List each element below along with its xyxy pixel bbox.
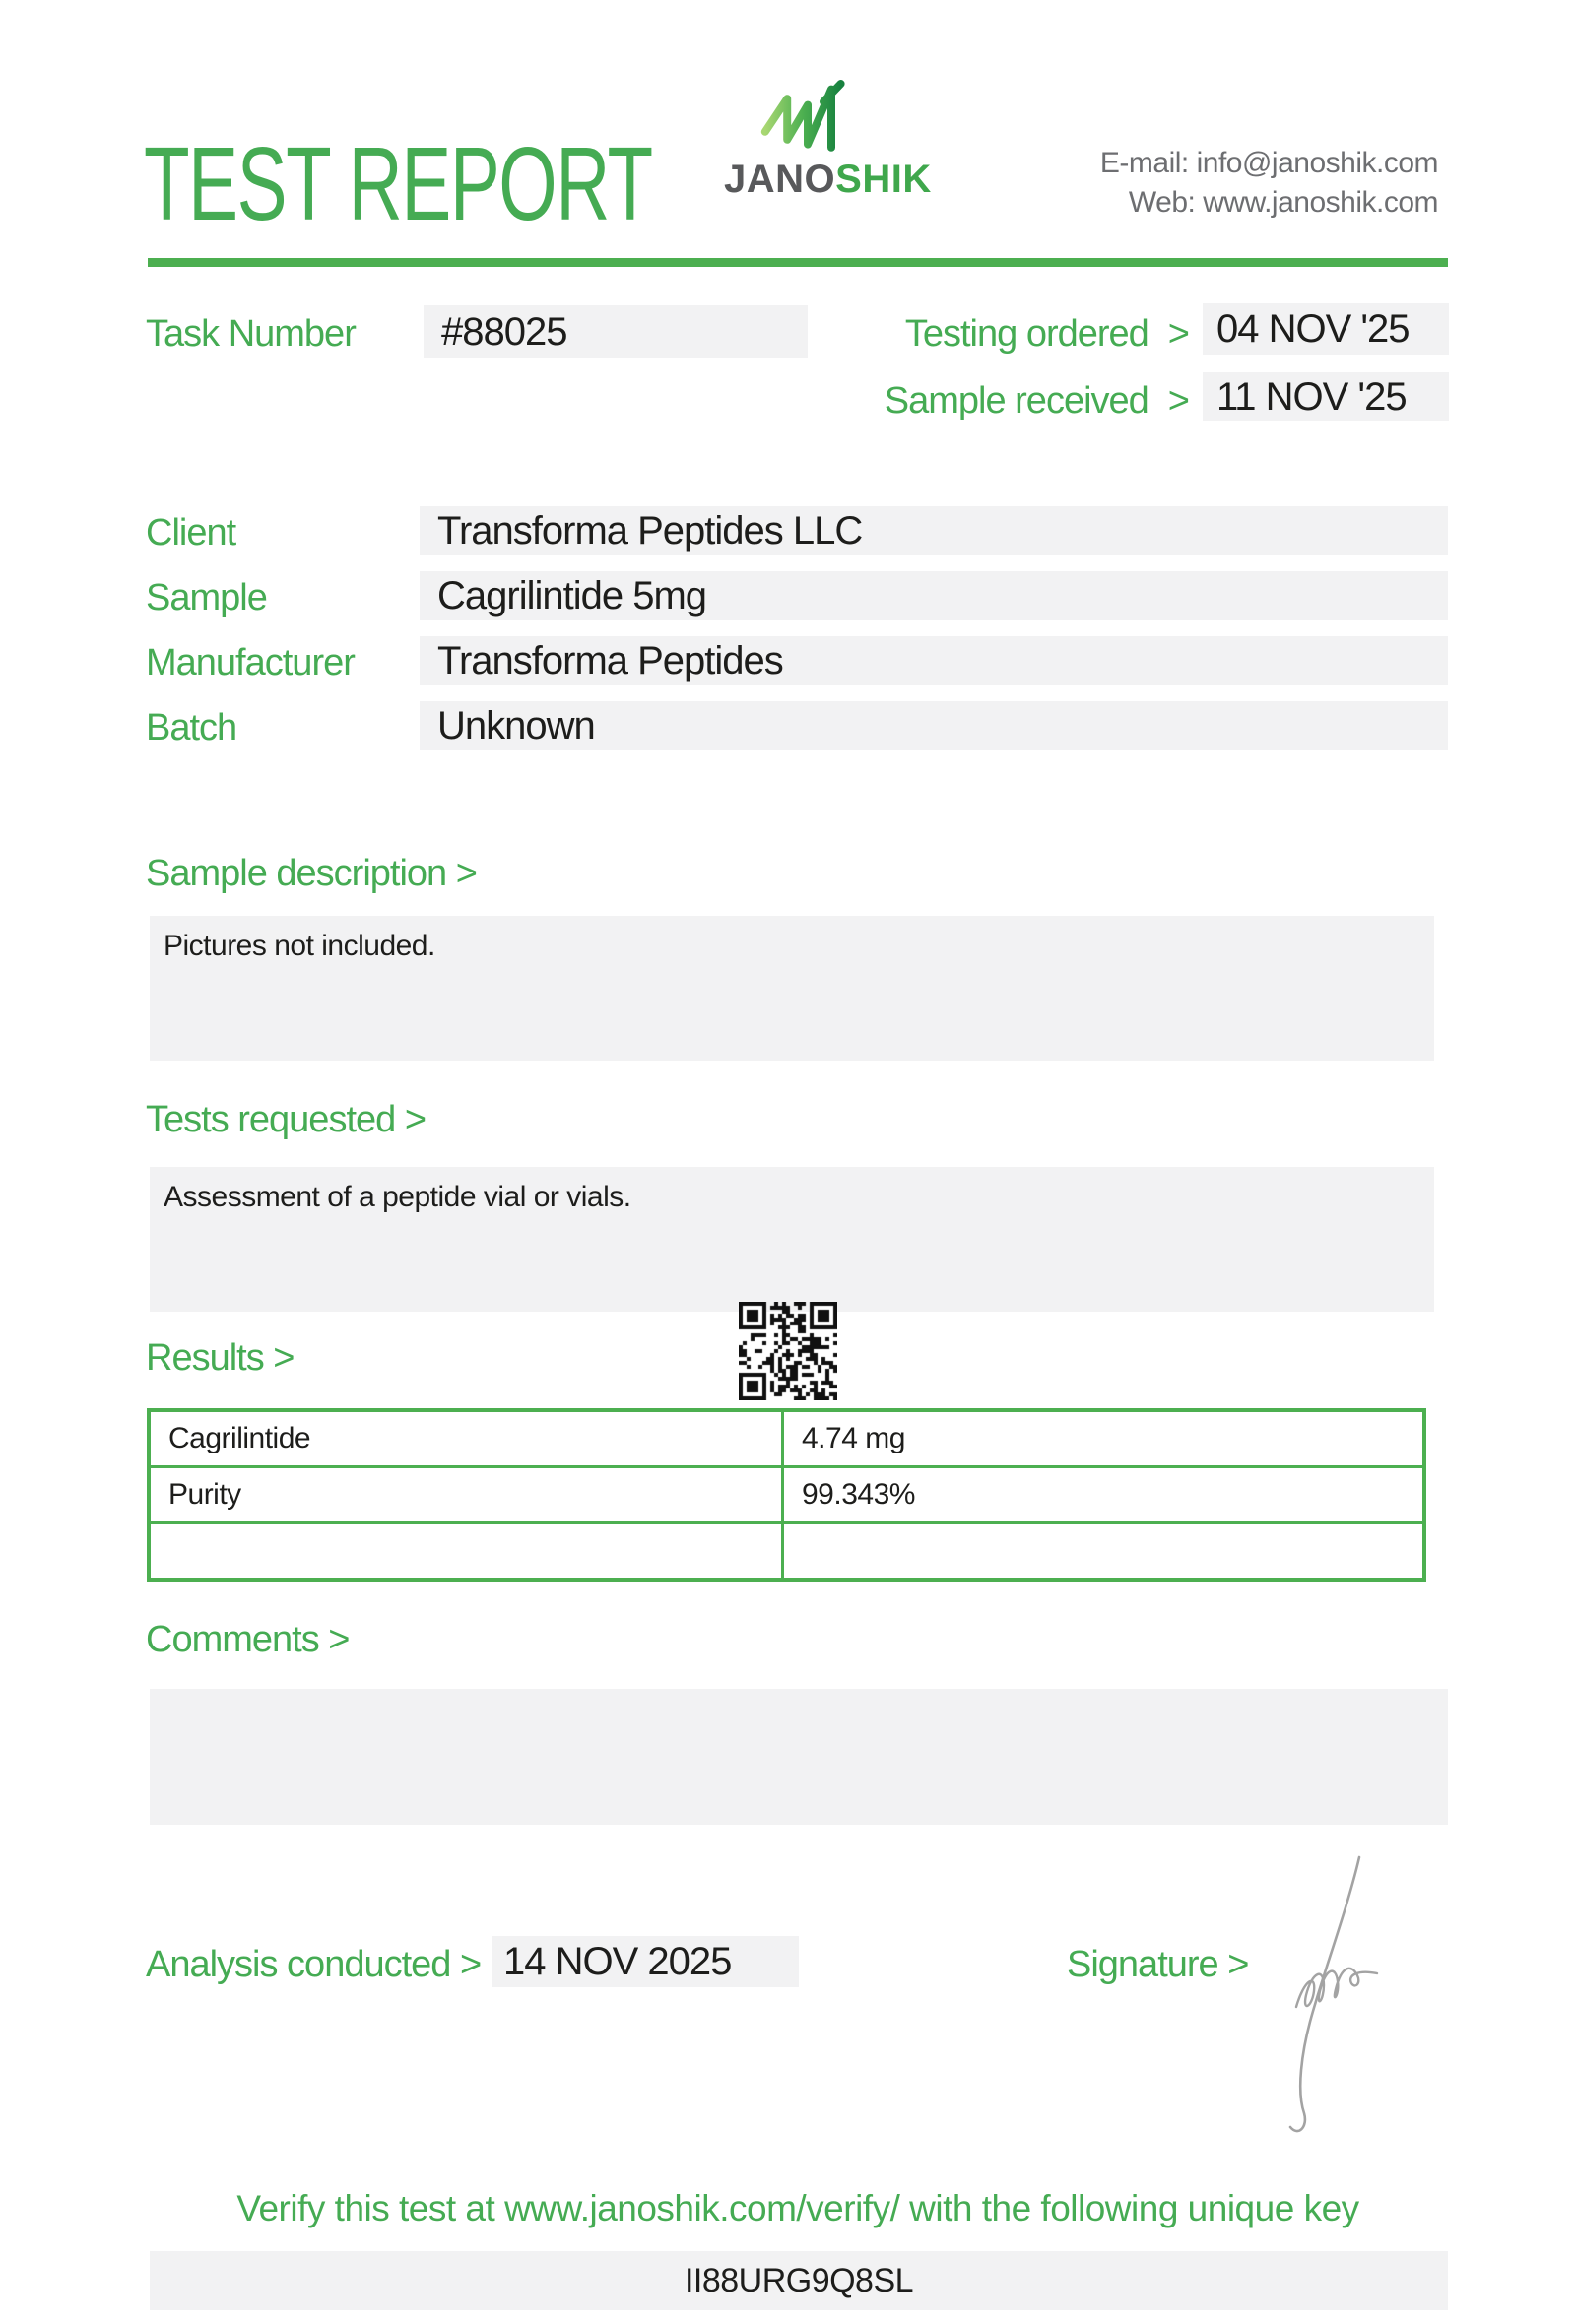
janoshik-logo xyxy=(724,79,932,201)
contact-email-line xyxy=(1100,144,1438,183)
arrow-glyph: > xyxy=(1167,380,1189,421)
tests-requested-heading: Tests requested > xyxy=(146,1099,427,1140)
client-value: Transforma Peptides LLC xyxy=(420,506,1448,555)
result-name-cell: Cagrilintide xyxy=(151,1412,784,1465)
tests-requested-box: Assessment of a peptide vial or vials. xyxy=(150,1167,1434,1312)
result-value-cell: 99.343% xyxy=(802,1478,915,1511)
sample-received-text: Sample received xyxy=(884,380,1149,421)
manufacturer-value: Transforma Peptides xyxy=(420,636,1448,685)
rising-chart-icon xyxy=(760,79,855,156)
qr-code xyxy=(739,1302,837,1400)
contact-web-line xyxy=(1100,183,1438,223)
page-title: TEST REPORT xyxy=(144,126,652,242)
sample-description-heading: Sample description > xyxy=(146,853,477,894)
web-label: Web: xyxy=(1128,186,1196,219)
table-row xyxy=(151,1465,1422,1521)
results-table xyxy=(147,1408,1426,1582)
result-name-cell: Purity xyxy=(151,1468,784,1521)
logo-text-accent: SHIK xyxy=(835,158,932,201)
sample-received-value: 11 NOV '25 xyxy=(1203,372,1449,421)
batch-label: Batch xyxy=(146,707,237,748)
verify-instruction: Verify this test at www.janoshik.com/verify/ with the following unique key xyxy=(236,2188,1359,2228)
result-name-cell xyxy=(151,1524,784,1578)
unique-key-value: II88URG9Q8SL xyxy=(150,2251,1448,2310)
testing-ordered-value: 04 NOV '25 xyxy=(1203,303,1449,355)
sample-received-label xyxy=(0,380,1189,422)
results-heading: Results > xyxy=(146,1337,295,1379)
testing-ordered-text: Testing ordered xyxy=(904,313,1149,355)
task-number-value: #88025 xyxy=(424,305,808,358)
testing-ordered-label xyxy=(0,313,1189,355)
batch-value: Unknown xyxy=(420,701,1448,750)
sample-description-box: Pictures not included. xyxy=(150,916,1434,1061)
table-row xyxy=(151,1412,1422,1465)
sample-value: Cagrilintide 5mg xyxy=(420,571,1448,620)
contact-info xyxy=(1100,144,1438,223)
signature-label: Signature > xyxy=(1067,1944,1249,1985)
analysis-conducted-label: Analysis conducted > xyxy=(146,1944,482,1985)
comments-heading: Comments > xyxy=(146,1619,350,1660)
web-value: www.janoshik.com xyxy=(1203,186,1438,219)
email-label: E-mail: xyxy=(1099,147,1189,179)
manufacturer-label: Manufacturer xyxy=(146,642,355,683)
email-value: info@janoshik.com xyxy=(1196,147,1438,179)
client-label: Client xyxy=(146,512,236,553)
task-number-label: Task Number xyxy=(146,313,356,355)
table-row xyxy=(151,1521,1422,1578)
logo-text-primary: JANO xyxy=(724,158,836,201)
result-value-cell xyxy=(784,1524,1422,1578)
handwritten-signature xyxy=(1271,1849,1409,2140)
logo-wordmark xyxy=(724,158,932,201)
arrow-glyph: > xyxy=(1167,313,1189,355)
analysis-conducted-value: 14 NOV 2025 xyxy=(492,1936,799,1987)
header-divider xyxy=(148,258,1448,267)
sample-label: Sample xyxy=(146,577,267,618)
comments-box xyxy=(150,1689,1448,1825)
result-value-cell: 4.74 mg xyxy=(802,1422,905,1454)
